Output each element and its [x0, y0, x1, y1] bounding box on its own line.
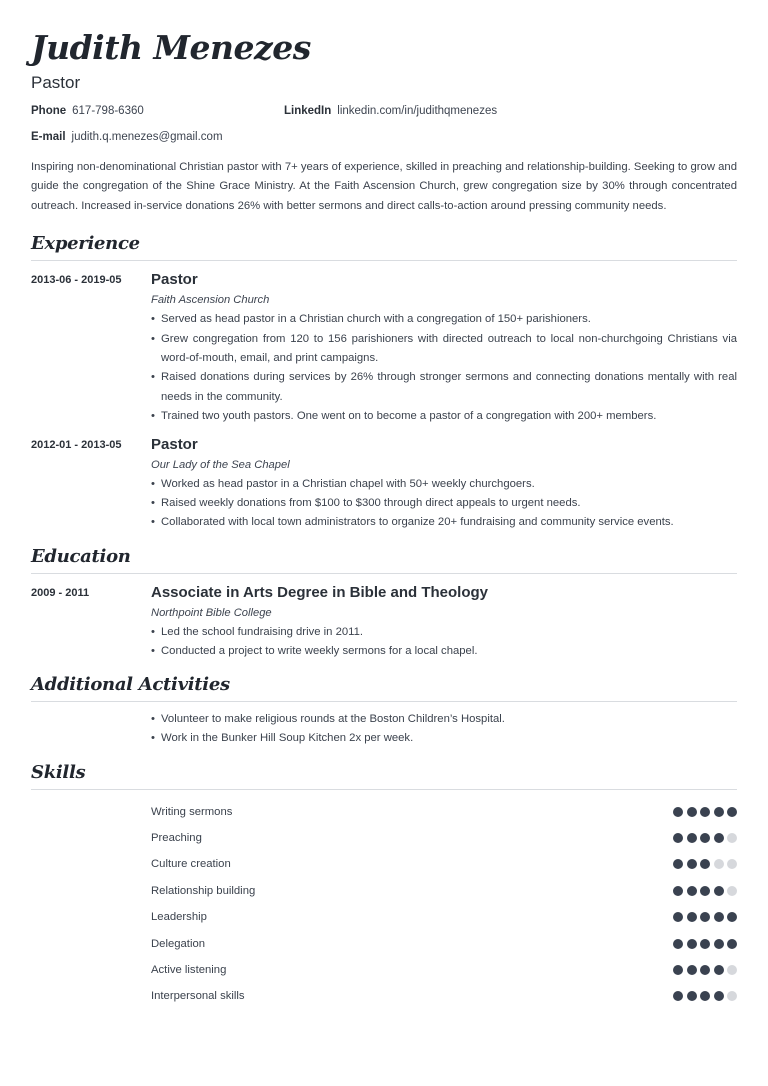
skill-rating	[673, 991, 737, 1001]
rating-dot-filled	[727, 912, 737, 922]
bullet-item: • Worked as head pastor in a Christian chapel with 50+ weekly churchgoers.	[151, 475, 737, 494]
rating-dot-filled	[700, 991, 710, 1001]
rating-dot-filled	[673, 965, 683, 975]
entry-dates: 2013-06 - 2019-05	[31, 274, 122, 287]
skill-name: Leadership	[151, 911, 207, 924]
rating-dot-filled	[700, 859, 710, 869]
skills-heading: Skills	[31, 761, 737, 790]
candidate-title: Pastor	[31, 73, 81, 92]
summary-text: Inspiring non-denominational Christian pastor with 7+ years of experience, skilled in preaching and relationship-building. Seeking to grow and guide the congregation of the Shine Grace Ministry. At the Faith Ascension Church, grew congregation size by 30% through concentrated outreach. Increased in-service donations 26% with better sermons and direct calls-to-action around pressing community needs.	[31, 161, 737, 212]
skill-name: Active listening	[151, 964, 227, 977]
contact-linkedin	[284, 105, 497, 117]
resume-page	[31, 28, 737, 1010]
bullet-item: • Trained two youth pastors. One went on to become a pastor of a congregation with 200+ members.	[151, 407, 737, 426]
skill-row	[151, 904, 737, 930]
rating-dot-filled	[714, 912, 724, 922]
bullet-item: • Led the school fundraising drive in 2011.	[151, 623, 737, 642]
rating-dot-filled	[687, 965, 697, 975]
entry-organization: Faith Ascension Church	[151, 294, 270, 307]
email-value[interactable]: judith.q.menezes@gmail.com	[71, 131, 223, 143]
contact-phone	[31, 105, 144, 117]
phone-value[interactable]: 617-798-6360	[72, 105, 144, 117]
rating-dot-filled	[673, 859, 683, 869]
education-entry	[31, 583, 737, 662]
skill-name: Delegation	[151, 937, 206, 950]
skill-rating	[673, 912, 737, 922]
rating-dot-empty	[714, 859, 724, 869]
entry-role: Pastor	[151, 271, 198, 289]
linkedin-value[interactable]: linkedin.com/in/judithqmenezes	[337, 105, 498, 117]
rating-dot-filled	[687, 939, 697, 949]
entry-dates: 2012-01 - 2013-05	[31, 438, 122, 451]
bullet-item: • Raised weekly donations from $100 to $300 through direct appeals to urgent needs.	[151, 494, 737, 513]
rating-dot-filled	[714, 939, 724, 949]
rating-dot-filled	[687, 886, 697, 896]
skill-rating	[673, 939, 737, 949]
skill-rating	[673, 965, 737, 975]
phone-label: Phone	[31, 105, 67, 117]
linkedin-label: LinkedIn	[284, 105, 332, 117]
rating-dot-filled	[687, 859, 697, 869]
skills-list	[31, 799, 737, 1010]
rating-dot-filled	[673, 833, 683, 843]
rating-dot-filled	[673, 939, 683, 949]
experience-entry	[31, 435, 737, 533]
entry-school: Northpoint Bible College	[151, 606, 272, 619]
email-label: E-mail	[31, 131, 66, 143]
skill-row	[151, 957, 737, 983]
experience-heading: Experience	[31, 232, 737, 261]
entry-bullets	[151, 475, 737, 533]
contact-block	[31, 105, 737, 155]
bullet-item: • Volunteer to make religious rounds at the Boston Children’s Hospital.	[151, 710, 737, 729]
entry-dates: 2009 - 2011	[31, 586, 90, 599]
rating-dot-filled	[714, 991, 724, 1001]
rating-dot-filled	[714, 807, 724, 817]
rating-dot-filled	[700, 807, 710, 817]
rating-dot-empty	[727, 833, 737, 843]
bullet-item: • Grew congregation from 120 to 156 parishioners with directed outreach to local non-churchgoing Christians via word-of-mouth, email, and print campaigns.	[151, 330, 737, 369]
entry-bullets	[151, 310, 737, 426]
bullet-item: • Conducted a project to write weekly sermons for a local chapel.	[151, 642, 737, 661]
skill-rating	[673, 807, 737, 817]
bullet-item: • Raised donations during services by 26% through stronger sermons and connecting donations mentally with real needs in the community.	[151, 368, 737, 407]
skill-row	[151, 851, 737, 877]
activities-heading: Additional Activities	[31, 673, 737, 702]
rating-dot-filled	[673, 912, 683, 922]
rating-dot-filled	[727, 939, 737, 949]
rating-dot-filled	[687, 833, 697, 843]
skill-name: Relationship building	[151, 884, 256, 897]
contact-email	[31, 131, 223, 143]
rating-dot-filled	[700, 965, 710, 975]
rating-dot-filled	[687, 912, 697, 922]
rating-dot-filled	[727, 807, 737, 817]
rating-dot-filled	[700, 886, 710, 896]
activities-bullets	[151, 710, 737, 749]
entry-degree: Associate in Arts Degree in Bible and Theology	[151, 583, 489, 601]
skill-row	[151, 878, 737, 904]
rating-dot-empty	[727, 965, 737, 975]
bullet-item: • Work in the Bunker Hill Soup Kitchen 2x per week.	[151, 729, 737, 748]
experience-entry	[31, 270, 737, 426]
rating-dot-empty	[727, 859, 737, 869]
skill-row	[151, 825, 737, 851]
entry-role: Pastor	[151, 435, 198, 453]
rating-dot-filled	[700, 939, 710, 949]
rating-dot-filled	[673, 886, 683, 896]
candidate-name: Judith Menezes	[31, 28, 311, 67]
rating-dot-filled	[714, 833, 724, 843]
rating-dot-filled	[714, 965, 724, 975]
rating-dot-empty	[727, 991, 737, 1001]
skill-row	[151, 930, 737, 956]
rating-dot-filled	[673, 991, 683, 1001]
rating-dot-filled	[714, 886, 724, 896]
skill-row	[151, 983, 737, 1009]
skill-rating	[673, 833, 737, 843]
activities-entry	[31, 710, 737, 749]
bullet-item: • Collaborated with local town administrators to organize 20+ fundraising and community service events.	[151, 513, 737, 532]
skill-name: Writing sermons	[151, 805, 233, 818]
entry-bullets	[151, 623, 737, 662]
skill-name: Interpersonal skills	[151, 990, 245, 1003]
skill-rating	[673, 859, 737, 869]
rating-dot-filled	[700, 912, 710, 922]
skill-rating	[673, 886, 737, 896]
rating-dot-filled	[673, 807, 683, 817]
rating-dot-filled	[700, 833, 710, 843]
entry-organization: Our Lady of the Sea Chapel	[151, 458, 290, 471]
rating-dot-filled	[687, 991, 697, 1001]
skill-row	[151, 799, 737, 825]
rating-dot-filled	[687, 807, 697, 817]
rating-dot-empty	[727, 886, 737, 896]
bullet-item: • Served as head pastor in a Christian church with a congregation of 150+ parishioners.	[151, 310, 737, 329]
skill-name: Preaching	[151, 832, 202, 845]
skill-name: Culture creation	[151, 858, 231, 871]
education-heading: Education	[31, 545, 737, 574]
